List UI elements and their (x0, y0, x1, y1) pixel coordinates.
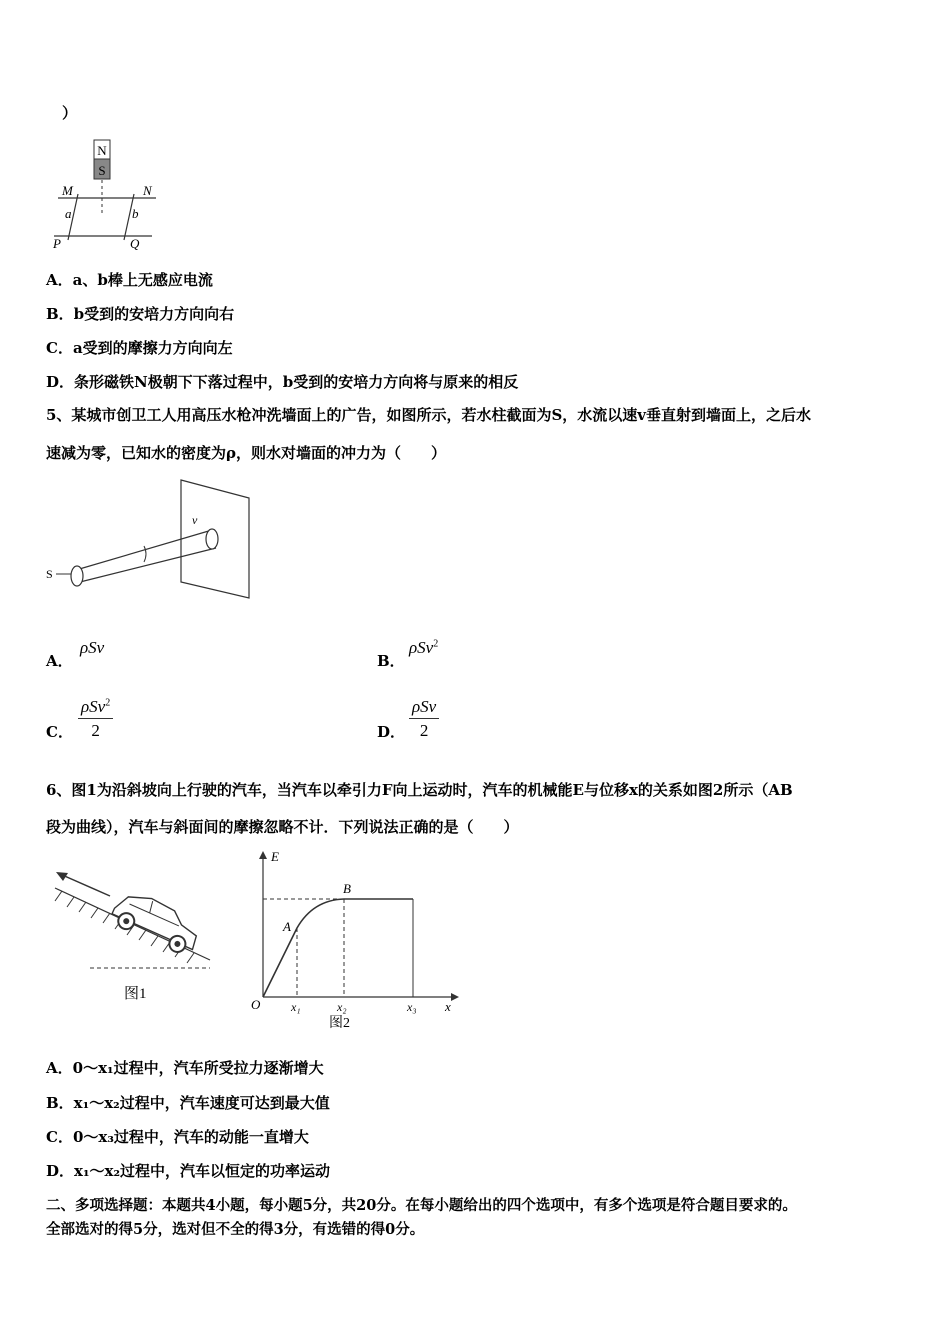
tick-x2: x₂ (337, 1000, 347, 1014)
jet-wall-end (206, 529, 218, 549)
label-v: v (192, 513, 198, 527)
label-p: P (53, 236, 61, 251)
car (108, 886, 204, 957)
q4-option-a[interactable]: A．a、b棒上无感应电流 (46, 271, 213, 289)
label-q: Q (130, 236, 140, 251)
jet-cross-section (71, 566, 83, 586)
q6-option-a[interactable]: A．0～x₁过程中，汽车所受拉力逐渐增大 (46, 1059, 324, 1077)
q5-stem-line2: 速减为零，已知水的密度为ρ，则水对墙面的冲力为（ ） (46, 444, 446, 462)
tick-x3: x₃ (407, 1000, 417, 1014)
q5-option-b-sup: 2 (433, 638, 439, 650)
graph-xlabel: x (445, 999, 451, 1014)
water-jet-figure (44, 476, 259, 604)
magnet-n-label: N (97, 143, 107, 158)
x-axis-arrow (451, 993, 459, 1001)
q4-stem-fragment: ） (62, 104, 78, 122)
jet-mid-mark (144, 546, 146, 562)
q5-option-c-formula (78, 697, 113, 741)
energy-curve (263, 899, 413, 997)
fig2-caption: 图2 (329, 1016, 350, 1031)
q5-option-c-sup: 2 (105, 697, 111, 709)
magnet-rails-figure (48, 138, 168, 253)
tick-x1: x₁ (291, 1000, 301, 1014)
q4-option-c[interactable]: C．a受到的摩擦力方向向左 (46, 339, 233, 357)
energy-displacement-graph (245, 845, 465, 1033)
q6-stem-line2: 段为曲线），汽车与斜面间的摩擦忽略不计．下列说法正确的是（ ） (46, 818, 519, 836)
label-m: M (62, 183, 73, 198)
q5-option-c-num: ρSv (81, 697, 106, 716)
q5-option-b-expr: ρSv (409, 638, 434, 657)
q5-option-d-num: ρSv (409, 697, 439, 719)
section2-heading-line1: 二、多项选择题：本题共4小题，每小题5分，共20分。在每小题给出的四个选项中，有多个选项是符合题目要求的。 (46, 1197, 797, 1214)
q6-option-d[interactable]: D．x₁～x₂过程中，汽车以恒定的功率运动 (46, 1162, 331, 1180)
q6-stem-line1: 6、图1为沿斜坡向上行驶的汽车，当汽车以牵引力F向上运动时，汽车的机械能E与位移x的关系如图2所示（AB (46, 781, 793, 799)
point-a-label: A (283, 919, 291, 934)
label-n: N (143, 183, 152, 198)
q5-stem-line1: 5、某城市创卫工人用高压水枪冲洗墙面上的广告，如图所示，若水柱截面为S，水流以速v垂直射到墙面上，之后水 (46, 406, 811, 424)
label-s: S (46, 567, 53, 581)
car-on-slope-figure (50, 868, 220, 1008)
label-a: a (65, 206, 72, 221)
q5-option-d-den: 2 (419, 721, 429, 740)
q5-option-d-label[interactable]: D． (377, 723, 406, 741)
section2-heading-line2: 全部选对的得5分，选对但不全的得3分，有选错的得0分。 (46, 1221, 425, 1238)
q5-option-a-expr: ρSv (80, 638, 105, 657)
y-axis-arrow (259, 851, 267, 859)
q5-option-c-den: 2 (91, 721, 100, 740)
q4-option-d[interactable]: D．条形磁铁N极朝下下落过程中，b受到的安培力方向将与原来的相反 (46, 373, 519, 391)
traction-arrow (60, 874, 110, 896)
q5-option-a-formula (80, 638, 104, 658)
label-b: b (132, 206, 139, 221)
q4-option-b[interactable]: B．b受到的安培力方向向右 (46, 305, 235, 323)
q5-option-d-formula (409, 697, 439, 741)
q5-option-c-label[interactable]: C． (46, 723, 73, 741)
point-b-label: B (343, 881, 351, 896)
graph-ylabel: E (271, 849, 279, 864)
q5-option-a-label[interactable]: A． (46, 652, 73, 670)
q5-option-b-formula (409, 638, 438, 658)
q6-option-c[interactable]: C．0～x₃过程中，汽车的动能一直增大 (46, 1128, 309, 1146)
magnet-s-label: S (98, 163, 106, 178)
graph-origin: O (251, 997, 261, 1012)
q5-option-b-label[interactable]: B． (377, 652, 405, 670)
q6-option-b[interactable]: B．x₁～x₂过程中，汽车速度可达到最大值 (46, 1094, 330, 1112)
fig1-caption: 图1 (124, 986, 147, 1002)
